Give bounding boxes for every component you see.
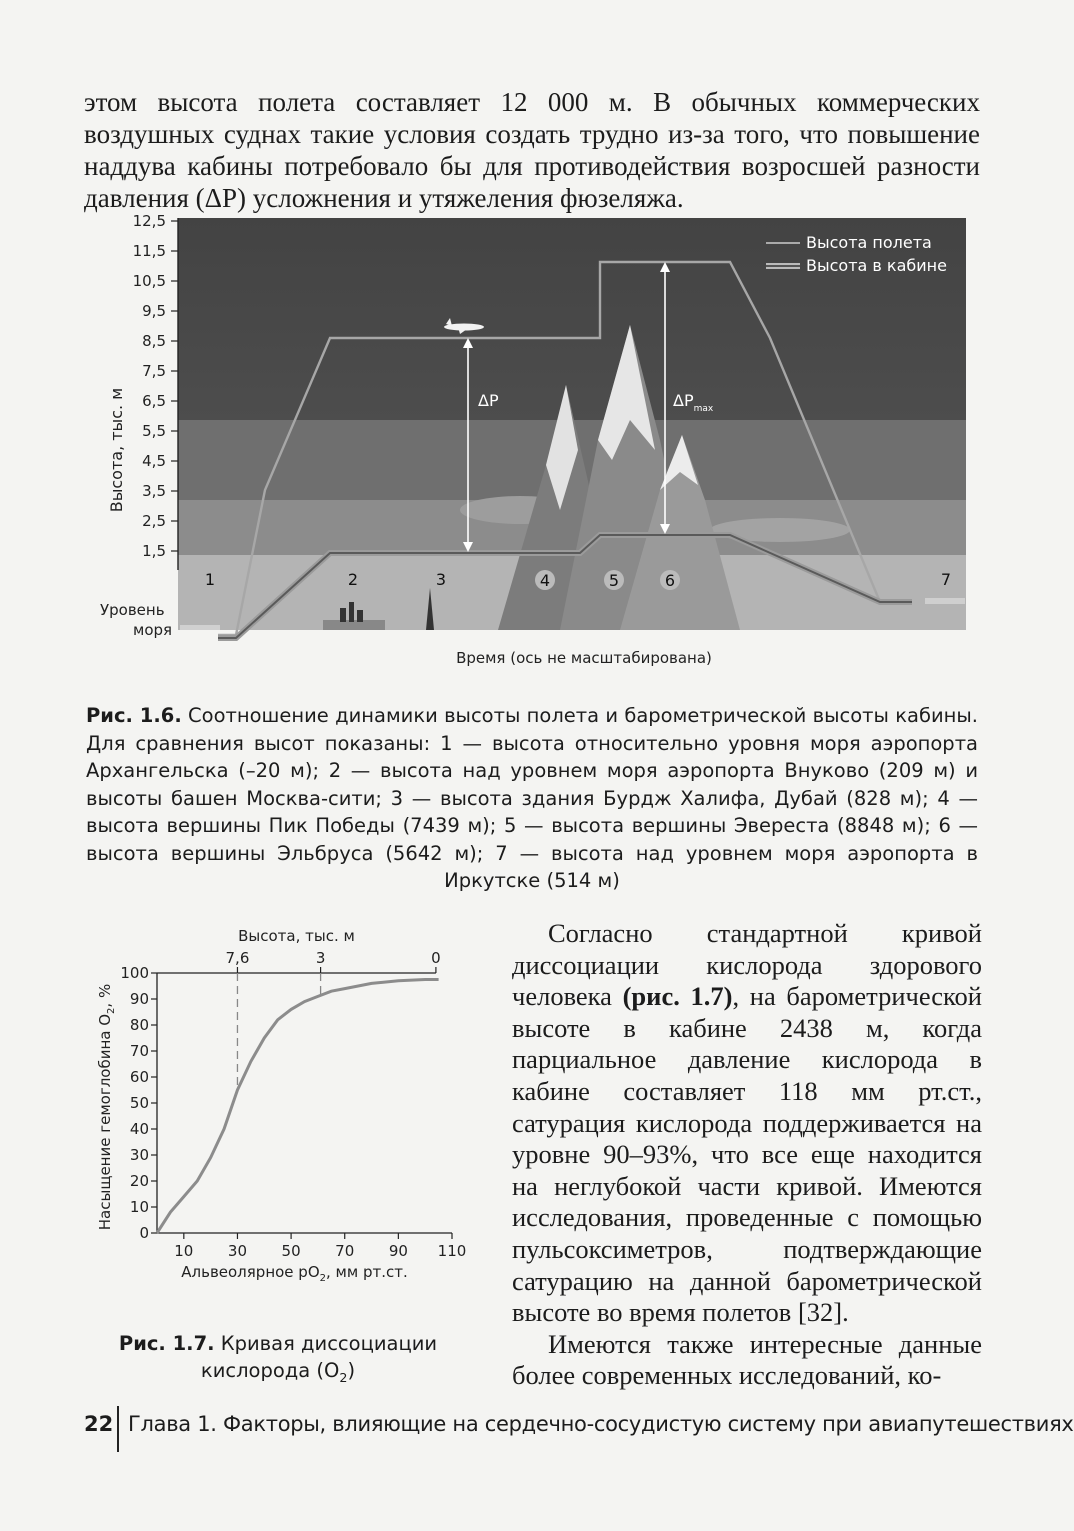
figure-1-6 (0, 210, 1000, 685)
top-tick-label: 3 (315, 949, 326, 967)
y-tick-label: 9,5 (142, 302, 166, 320)
y-tick-label: 11,5 (132, 242, 166, 260)
tower (340, 608, 346, 622)
delta-p-label: ΔP (478, 391, 499, 410)
y-tick-label: 7,5 (142, 362, 166, 380)
figure-1-7-caption: Рис. 1.7. Кривая диссоциации кислорода $(O_2)$ (118, 1332, 438, 1385)
footer-divider (117, 1406, 119, 1452)
x-tick-label: 30 (227, 1242, 248, 1260)
y-tick-label: 90 (129, 990, 149, 1008)
chart-plot-area (96, 927, 466, 1284)
sea-level-label: моря (133, 621, 173, 639)
page-number: 22 (84, 1412, 114, 1436)
y-tick-label: 10 (129, 1198, 149, 1216)
y-tick-label: 4,5 (142, 452, 166, 470)
x-tick-label: 50 (281, 1242, 301, 1260)
airport-1 (180, 625, 220, 630)
y-axis-label: Насыщение гемоглобина $O_2$, % (96, 983, 117, 1231)
page-footer (84, 1406, 1074, 1450)
y-tick-label: 20 (129, 1172, 149, 1190)
y-tick-label: 40 (129, 1120, 149, 1138)
marker-4: 4 (539, 571, 551, 590)
x-tick-label: 110 (437, 1242, 467, 1260)
y-tick-label: 5,5 (142, 422, 166, 440)
marker-2: 2 (347, 570, 359, 589)
y-tick-label: 1,5 (142, 542, 166, 560)
y-tick-label: 70 (129, 1042, 149, 1060)
y-tick-label: 3,5 (142, 482, 166, 500)
x-axis-label: Время (ось не масштабирована) (456, 649, 712, 667)
marker-5: 5 (608, 571, 620, 590)
y-tick-label: 10,5 (132, 272, 166, 290)
marker-6: 6 (664, 571, 676, 590)
y-tick-label: 0 (139, 1224, 149, 1242)
legend-cabin-label: Высота в кабине (806, 256, 947, 275)
intro-paragraph: этом высота полета составляет 12 000 м. В обычных коммерческих воздушных суднах такие условия создать трудно из-за того, что повышение наддува кабины потребовало бы для противодействия возросшей разности давления (ΔР) усложнения и утяжеления фюзеляжа. (84, 87, 980, 213)
x-axis-label: Альвеолярное $pO_2$, мм рт.ст. (181, 1263, 408, 1284)
body-text-right (512, 918, 982, 1392)
y-tick-label: 100 (120, 964, 149, 982)
y-tick-label: 80 (129, 1016, 149, 1034)
dissociation-curve (157, 980, 439, 1234)
top-tick-label: 0 (431, 949, 441, 967)
x-tick-label: 10 (174, 1242, 194, 1260)
caption-text: Кривая диссоциации кислорода (O (200, 1332, 438, 1382)
y-tick-label: 8,5 (142, 332, 166, 350)
caption-label: Рис. 1.6. (86, 704, 182, 727)
top-tick-label: 7,6 (225, 949, 250, 967)
sea-level-label: Уровень (100, 601, 165, 619)
tower (349, 602, 354, 622)
figure-1-7-chart (80, 915, 480, 1284)
marker-7: 7 (940, 570, 952, 589)
figure-reference: (рис. 1.7) (622, 981, 733, 1012)
y-tick-label: 60 (129, 1068, 149, 1086)
paragraph: Согласно стандартной кривой диссоциации кислорода здорового человека (рис. 1.7), на барометрической высоте в кабине 2438 м, когда парциальное давление кислорода в кабине составляет 118 мм рт.ст., сатурация кислорода поддерживается на уровне 90–93%, что все еще находится на неглубокой части кривой. Имеются исследования, проведенные с помощью пульсоксиметров, подтверждающие сатурацию на данной барометрической высоте во время полетов [32]. (512, 918, 982, 1328)
y-tick-label: 50 (129, 1094, 149, 1112)
y-tick-label: 12,5 (132, 212, 166, 230)
chapter-title: Глава 1. Факторы, влияющие на сердечно-сосудистую систему при авиапутешествиях (128, 1412, 1074, 1436)
x-tick-label: 70 (335, 1242, 355, 1260)
figure-1-6-caption (86, 702, 978, 895)
caption-text: Соотношение динамики высоты полета и барометрической высоты кабины. Для сравнения высот показаны: 1 — высота относительно уровня моря аэропорта Архангельска (–20 м); 2 — высота над уровнем моря аэропорта Внуково (209 м) и высоты башен Москва-сити; 3 — высота здания Бурдж Халифа, Дубай (828 м); 4 — высота вершины Пик Победы (7439 м); 5 — высота вершины Эвереста (8848 м); 6 — высота вершины Эльбруса (5642 м); 7 — высота над уровнем моря аэропорта в Иркутске (514 м) (86, 704, 978, 892)
y-axis-label: Высота, тыс. м (107, 387, 126, 513)
delta-p-max-label: $\Delta P_{max}$ (673, 391, 714, 414)
caption-label: Рис. 1.7. (118, 1332, 215, 1355)
marker-3: 3 (435, 570, 447, 589)
y-tick-label: 30 (129, 1146, 149, 1164)
tower (357, 610, 363, 622)
marker-1: 1 (204, 570, 216, 589)
paragraph: Имеются также интересные данные более современных исследований, ко- (512, 1328, 982, 1391)
y-tick-label: 6,5 (142, 392, 166, 410)
top-axis-label: Высота, тыс. м (238, 927, 355, 945)
y-tick-label: 2,5 (142, 512, 166, 530)
x-tick-label: 90 (388, 1242, 408, 1260)
legend-flight-label: Высота полета (806, 233, 932, 252)
y-axis (133, 212, 178, 570)
airport-7 (925, 598, 965, 604)
